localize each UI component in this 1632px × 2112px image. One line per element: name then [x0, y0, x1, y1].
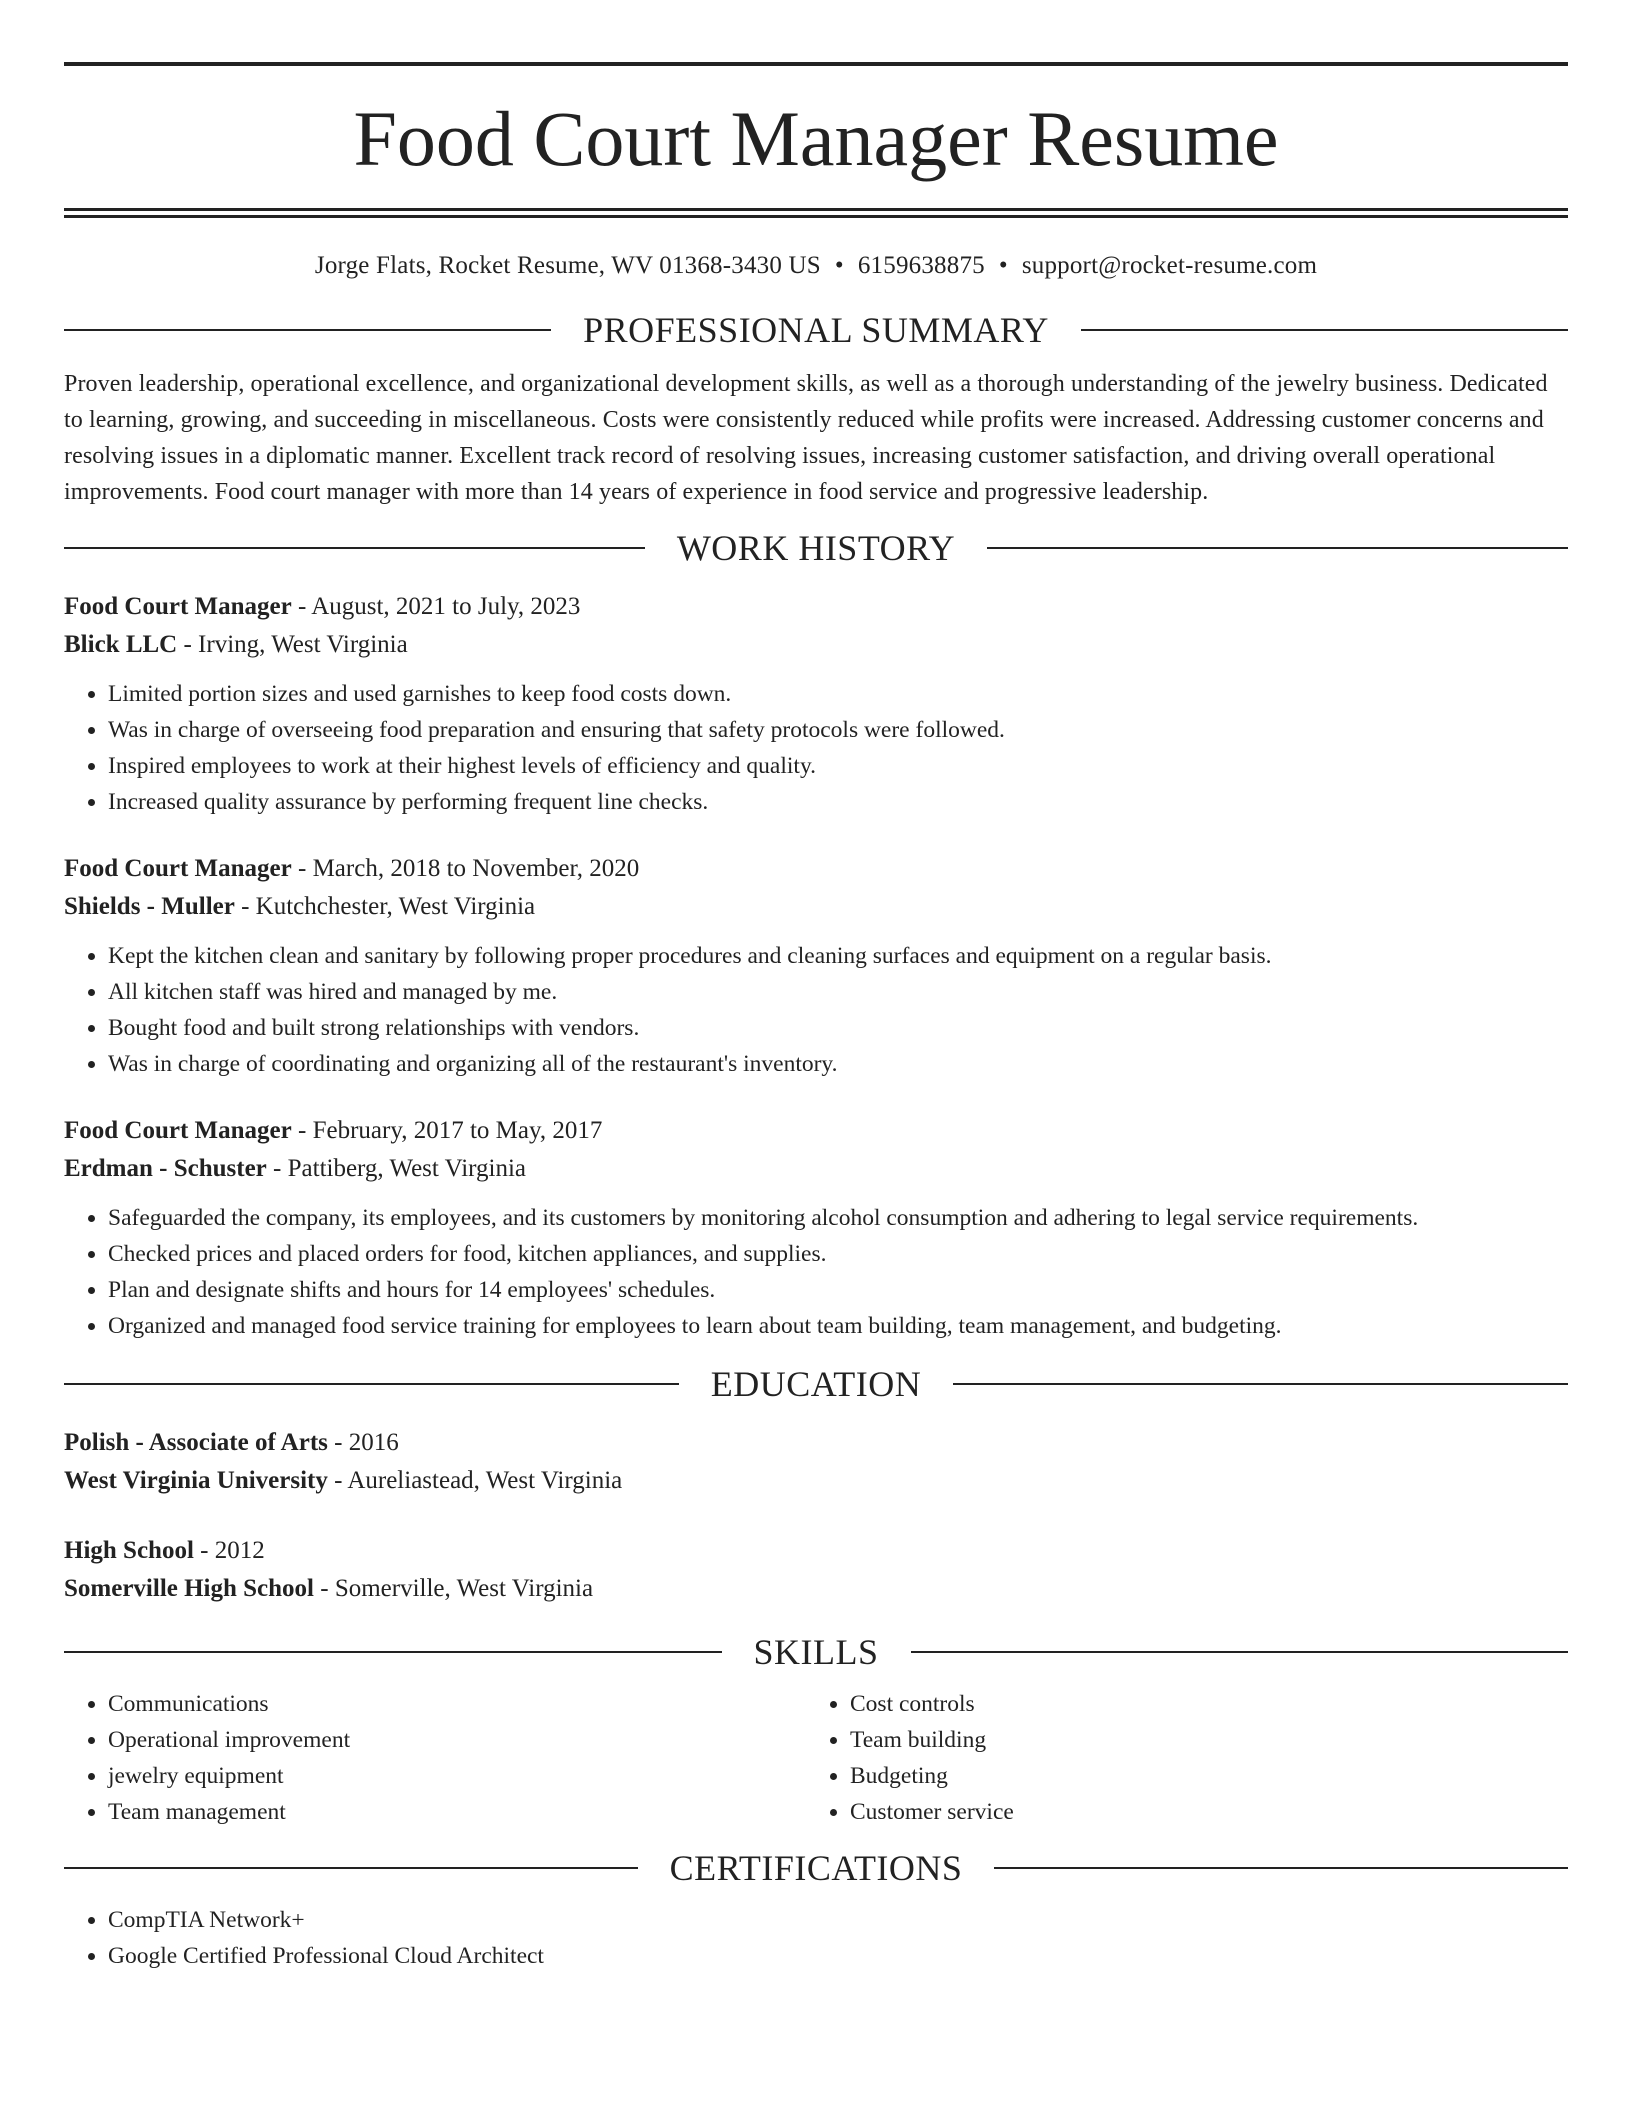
certifications-items [64, 1902, 1568, 1974]
job-dates: - March, 2018 to November, 2020 [291, 855, 640, 882]
list-item: • Google Certified Professional Cloud Architect [108, 1938, 1568, 1974]
job-company-line [64, 888, 1568, 926]
job-entry [64, 588, 1568, 820]
list-item: • Customer service [850, 1794, 1548, 1830]
section-rule [953, 1383, 1568, 1385]
section-rule [64, 1867, 638, 1869]
job-bullets [64, 938, 1568, 1082]
list-item: • Team building [850, 1722, 1548, 1758]
job-company: Blick LLC [64, 631, 178, 658]
contact-line [64, 252, 1568, 280]
job-company: Shields - Muller [64, 893, 235, 920]
list-item: • CompTIA Network+ [108, 1902, 1568, 1938]
job-dates: - February, 2017 to May, 2017 [291, 1117, 603, 1144]
section-header-summary [64, 312, 1568, 348]
section-title: PROFESSIONAL SUMMARY [583, 310, 1049, 350]
section-rule [64, 329, 551, 331]
list-item: • Cost controls [850, 1686, 1548, 1722]
job-dates: - August, 2021 to July, 2023 [291, 593, 581, 620]
list-item: • Checked prices and placed orders for food, kitchen appliances, and supplies. [108, 1236, 1568, 1272]
list-item: • Limited portion sizes and used garnishes to keep food costs down. [108, 676, 1568, 712]
summary-text: Proven leadership, operational excellence, and organizational development skills, as well as a thorough understanding of the jewelry business. Dedicated to learning, growing, and succeeding in miscellaneous. Costs were consistently reduced while profits were increased. Addressing customer concerns and resolving issues in a diplomatic manner. Excellent track record of resolving issues, increasing customer satisfaction, and driving overall operational improvements. Food court manager with more than 14 years of experience in food service and progressive leadership. [64, 371, 1548, 505]
section-title: CERTIFICATIONS [669, 1848, 963, 1888]
job-bullets [64, 1200, 1568, 1344]
contact-email: support@rocket-resume.com [1021, 252, 1318, 279]
section-title: WORK HISTORY [676, 528, 956, 568]
section-rule [64, 1383, 679, 1385]
contact-separator: • [834, 252, 844, 279]
section-rule [911, 1651, 1569, 1653]
list-item: • All kitchen staff was hired and managed by me. [108, 974, 1568, 1010]
section-title: SKILLS [753, 1632, 879, 1672]
education-year: - 2012 [193, 1537, 265, 1564]
list-item: • Team management [108, 1794, 806, 1830]
section-header-certifications [64, 1850, 1568, 1886]
list-item: • Budgeting [850, 1758, 1548, 1794]
education-degree: Polish - Associate of Arts [64, 1429, 328, 1456]
job-company-line [64, 626, 1568, 664]
list-item: • Increased quality assurance by performing frequent line checks. [108, 784, 1568, 820]
list-item: • Communications [108, 1686, 806, 1722]
education-location: - Aureliastead, West Virginia [327, 1467, 623, 1494]
contact-address: Jorge Flats, Rocket Resume, WV 01368-3430 US [314, 252, 821, 279]
list-item: • Organized and managed food service training for employees to learn about team building, team management, and budgeting. [108, 1308, 1568, 1344]
job-bullets [64, 676, 1568, 820]
job-entry [64, 1112, 1568, 1344]
job-title: Food Court Manager [64, 1117, 292, 1144]
section-rule [987, 547, 1568, 549]
list-item: • Plan and designate shifts and hours for 14 employees' schedules. [108, 1272, 1568, 1308]
job-location: - Irving, West Virginia [177, 631, 408, 658]
list-item: • Operational improvement [108, 1722, 806, 1758]
job-company: Erdman - Schuster [64, 1155, 267, 1182]
education-school-line [64, 1462, 1568, 1500]
job-title-line [64, 850, 1568, 888]
skills-column-left [64, 1686, 806, 1830]
contact-phone: 6159638875 [857, 252, 985, 279]
certifications-list [64, 1902, 1568, 1974]
list-item: • Bought food and built strong relationships with vendors. [108, 1010, 1568, 1046]
section-rule [1081, 329, 1568, 331]
list-item: • Inspired employees to work at their highest levels of efficiency and quality. [108, 748, 1568, 784]
list-item: • Was in charge of coordinating and organizing all of the restaurant's inventory. [108, 1046, 1568, 1082]
job-title: Food Court Manager [64, 855, 292, 882]
education-school: Somerville High School [64, 1575, 314, 1602]
job-entry [64, 850, 1568, 1082]
education-year: - 2016 [327, 1429, 399, 1456]
education-location: - Somerville, West Virginia [314, 1575, 594, 1602]
section-rule [64, 1651, 722, 1653]
list-item: • Kept the kitchen clean and sanitary by following proper procedures and cleaning surfaces and equipment on a regular basis. [108, 938, 1568, 974]
section-title: EDUCATION [710, 1364, 922, 1404]
job-location: - Pattiberg, West Virginia [266, 1155, 527, 1182]
job-title: Food Court Manager [64, 593, 292, 620]
list-item: • Safeguarded the company, its employees, and its customers by monitoring alcohol consumption and adhering to legal service requirements. [108, 1200, 1568, 1236]
job-title-line [64, 588, 1568, 626]
education-school-line [64, 1570, 1568, 1608]
section-rule [994, 1867, 1568, 1869]
skills-list [64, 1686, 1568, 1830]
education-entry [64, 1532, 1568, 1608]
job-title-line [64, 1112, 1568, 1150]
education-degree-line [64, 1424, 1568, 1462]
section-header-skills [64, 1634, 1568, 1670]
page-title: Food Court Manager Resume [353, 95, 1279, 182]
education-degree: High School [64, 1537, 194, 1564]
education-school: West Virginia University [64, 1467, 328, 1494]
resume-page [64, 0, 1568, 1974]
education-degree-line [64, 1532, 1568, 1570]
top-rule [64, 62, 1568, 66]
skills-column-right [806, 1686, 1548, 1830]
section-rule [64, 547, 645, 549]
section-header-education [64, 1366, 1568, 1402]
job-company-line [64, 1150, 1568, 1188]
list-item: • jewelry equipment [108, 1758, 806, 1794]
section-header-work [64, 530, 1568, 566]
contact-separator: • [998, 252, 1008, 279]
list-item: • Was in charge of overseeing food preparation and ensuring that safety protocols were followed. [108, 712, 1568, 748]
job-location: - Kutchchester, West Virginia [234, 893, 536, 920]
education-entry [64, 1424, 1568, 1500]
title-double-rule [64, 208, 1568, 218]
